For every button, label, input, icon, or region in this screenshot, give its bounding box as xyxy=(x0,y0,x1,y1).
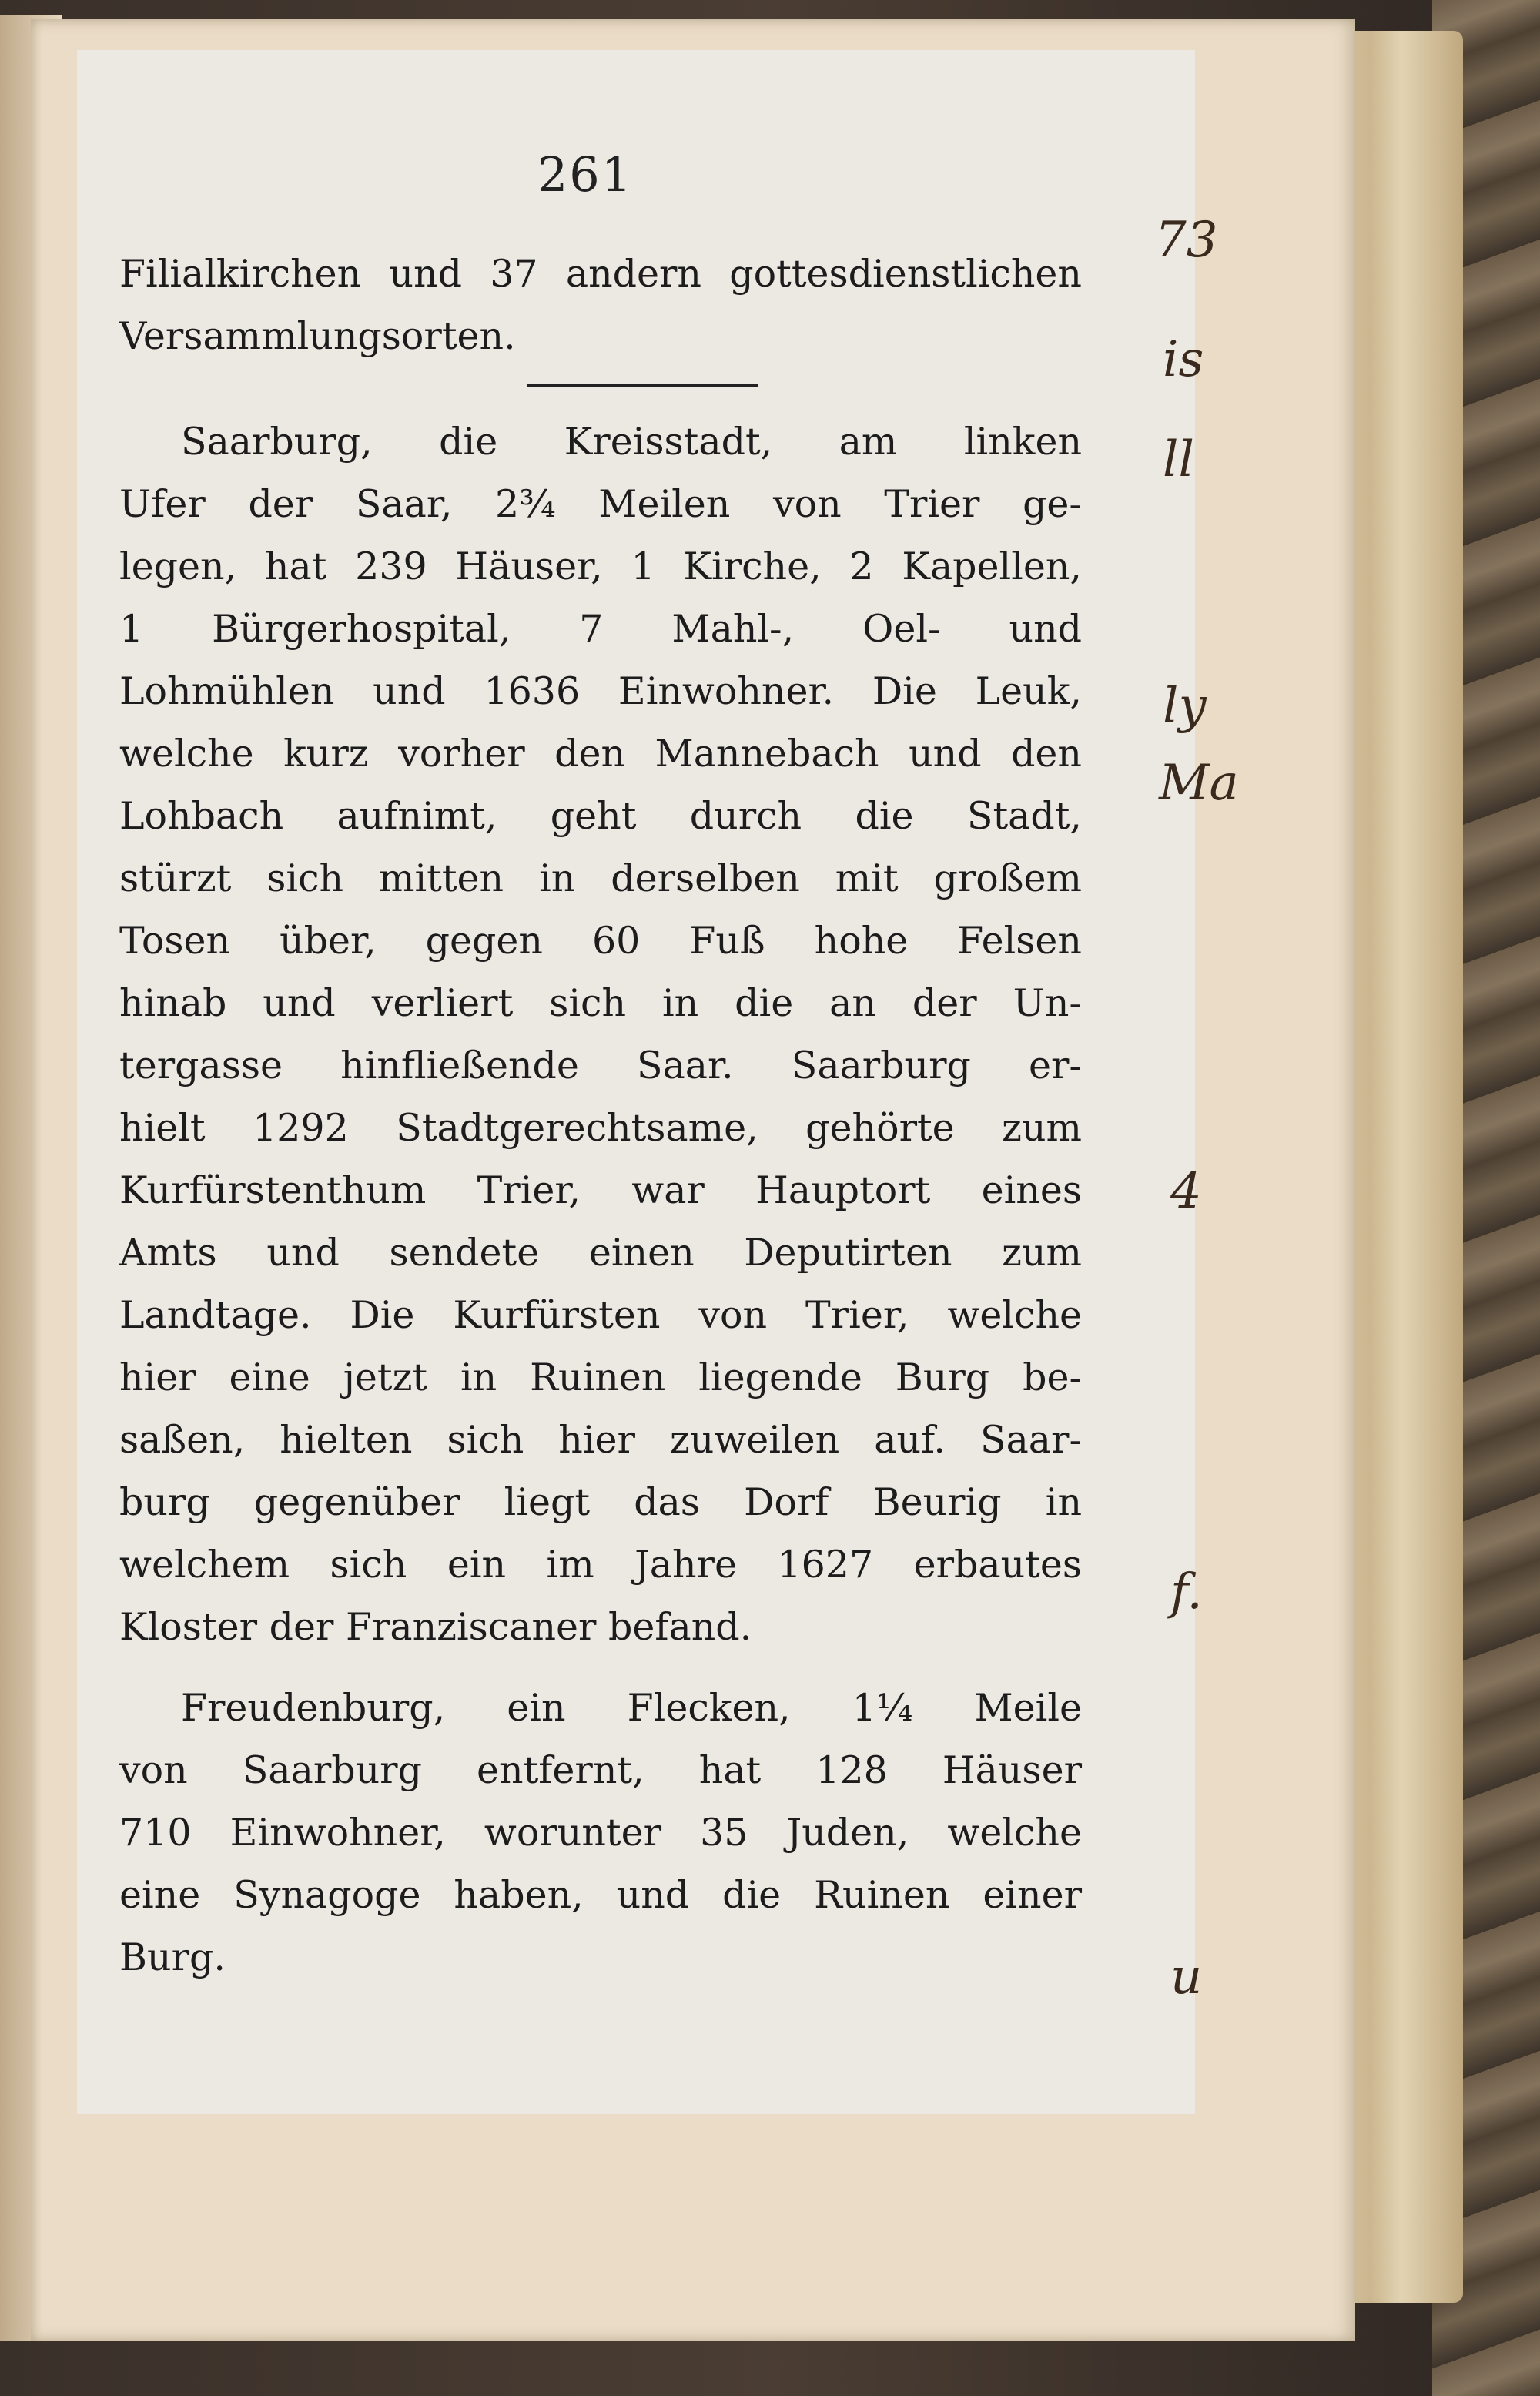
text-line: stürzt sich mitten in derselben mit großem xyxy=(119,856,1082,900)
text-line: Lohmühlen und 1636 Einwohner. Die Leuk, xyxy=(119,669,1082,713)
text-line: Freudenburg, ein Flecken, 1¼ Meile xyxy=(181,1686,1082,1730)
margin-note: u xyxy=(1170,1949,1203,2006)
margin-note: f. xyxy=(1170,1563,1203,1620)
text-line: legen, hat 239 Häuser, 1 Kirche, 2 Kapellen, xyxy=(119,545,1082,588)
text-line: hielt 1292 Stadtgerechtsame, gehörte zum xyxy=(119,1106,1082,1150)
text-line: Lohbach aufnimt, geht durch die Stadt, xyxy=(119,794,1082,838)
body-text xyxy=(119,243,1082,1989)
text-line: eine Synagoge haben, und die Ruinen einer xyxy=(119,1873,1082,1917)
margin-note: 4 xyxy=(1170,1163,1202,1220)
section-divider xyxy=(527,384,758,387)
margin-note: ll xyxy=(1163,431,1194,488)
text-line: hier eine jetzt in Ruinen liegende Burg be- xyxy=(119,1355,1082,1399)
text-line: saßen, hielten sich hier zuweilen auf. Saar- xyxy=(119,1418,1082,1462)
text-line: 1 Bürgerhospital, 7 Mahl-, Oel- und xyxy=(119,607,1082,651)
text-line: Versammlungsorten. xyxy=(119,314,516,358)
text-line: tergasse hinfließende Saar. Saarburg er- xyxy=(119,1044,1082,1087)
margin-note: ly xyxy=(1163,678,1207,735)
margin-note: is xyxy=(1163,331,1204,388)
text-line: welchem sich ein im Jahre 1627 erbautes xyxy=(119,1543,1082,1587)
text-line: welche kurz vorher den Mannebach und den xyxy=(119,732,1082,776)
paragraph-gap xyxy=(119,1658,1082,1677)
text-line: Kurfürstenthum Trier, war Hauptort eines xyxy=(119,1168,1082,1212)
text-line: von Saarburg entfernt, hat 128 Häuser xyxy=(119,1748,1082,1792)
text-line: burg gegenüber liegt das Dorf Beurig in xyxy=(119,1480,1082,1524)
text-line: Ufer der Saar, 2¾ Meilen von Trier ge- xyxy=(119,482,1082,526)
text-line: Amts und sendete einen Deputirten zum xyxy=(119,1231,1082,1275)
page-number: 261 xyxy=(537,146,634,203)
text-line: Landtage. Die Kurfürsten von Trier, welche xyxy=(119,1293,1082,1337)
text-line: Filialkirchen und 37 andern gottesdienstlichen xyxy=(119,252,1082,296)
text-line: 710 Einwohner, worunter 35 Juden, welche xyxy=(119,1811,1082,1855)
margin-note: 73 xyxy=(1155,212,1218,269)
text-line: Kloster der Franziscaner befand. xyxy=(119,1605,752,1649)
book-page xyxy=(31,19,1355,2341)
text-line: hinab und verliert sich in die an der Un- xyxy=(119,981,1082,1025)
text-line: Saarburg, die Kreisstadt, am linken xyxy=(181,420,1082,464)
text-line: Tosen über, gegen 60 Fuß hohe Felsen xyxy=(119,919,1082,963)
text-line: Burg. xyxy=(119,1935,226,1979)
margin-note: Ma xyxy=(1159,755,1239,812)
